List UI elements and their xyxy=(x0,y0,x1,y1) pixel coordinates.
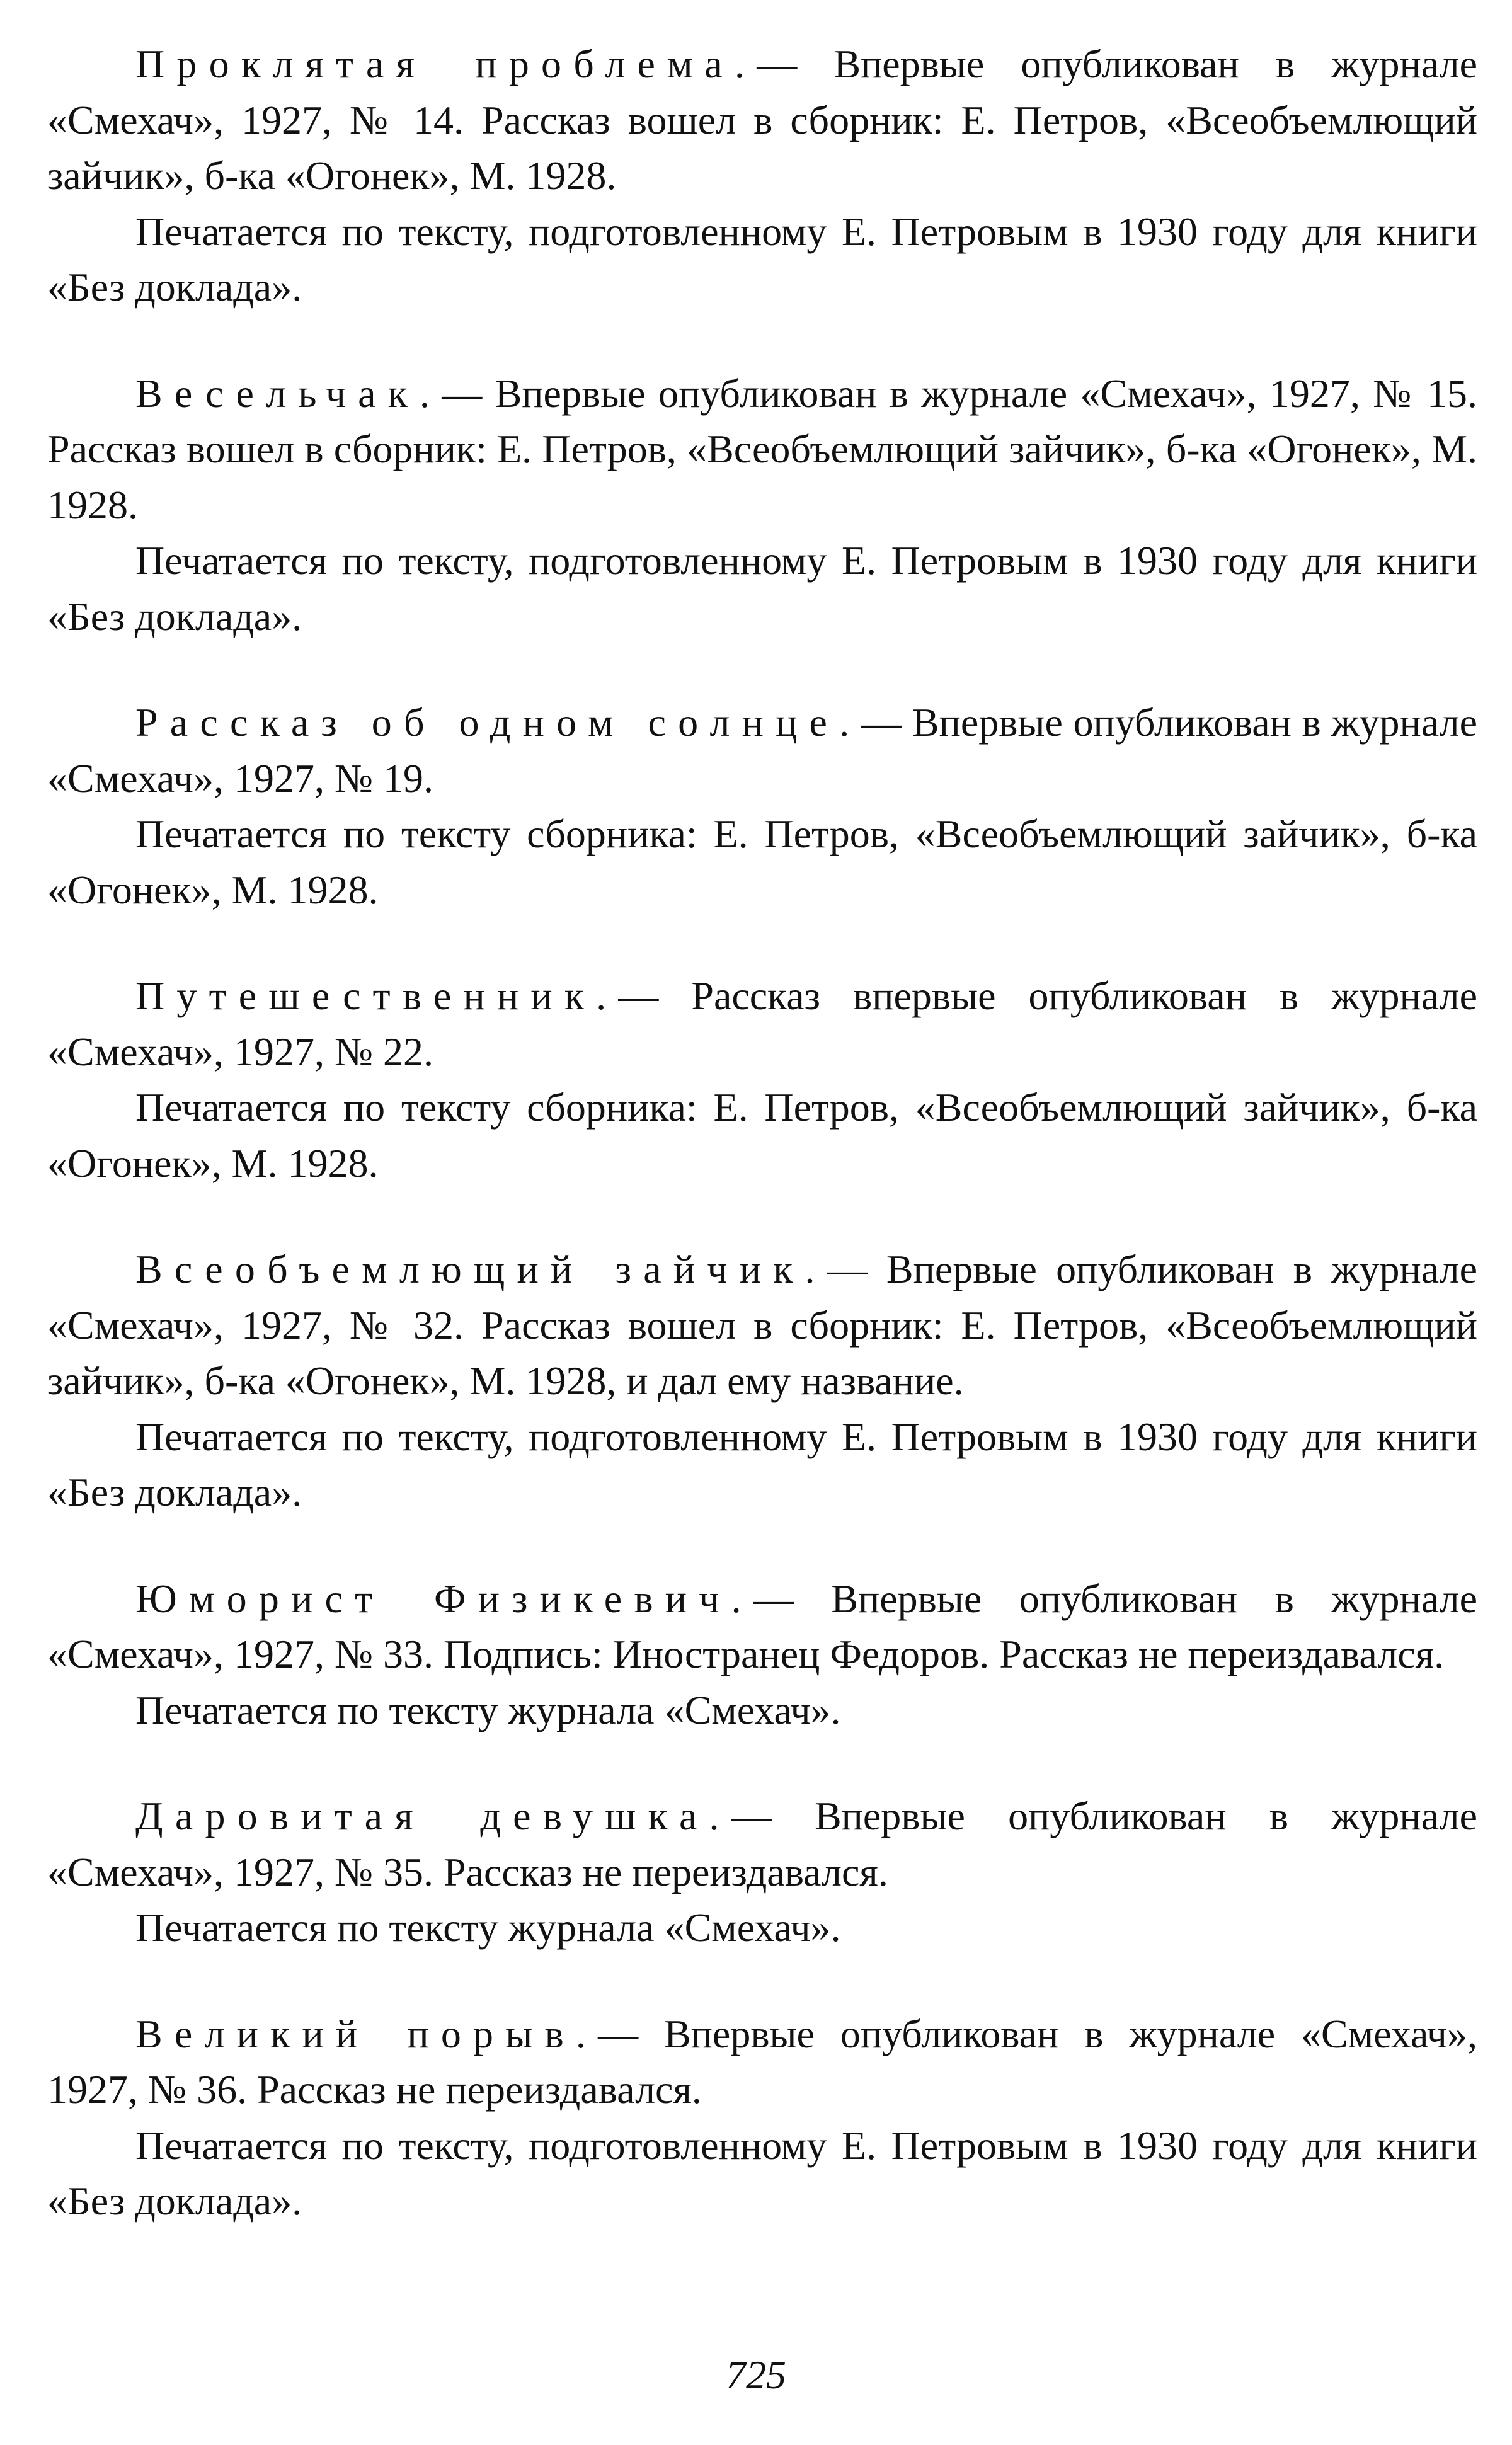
entry-publication-info xyxy=(47,695,1477,806)
entry-velikiy-poryv xyxy=(47,2007,1477,2230)
entry-source-note: Печатается по тексту сборника: Е. Петров, «Всеобъемлющий зайчик», б-ка «Огонек», М. 1928. xyxy=(47,1085,1477,1186)
entry-source-note: Печатается по тексту, подготовленному Е. Петровым в 1930 году для книги «Без доклада». xyxy=(47,2122,1477,2223)
entry-source-note: Печатается по тексту журнала «Смехач». xyxy=(135,1687,841,1732)
entry-title: Весельчак. xyxy=(135,370,442,416)
entry-text: — Впервые опубликован в журнале «Смехач», 1927, № 14. Рассказ вошел в сборник: Е. Петров, «Всеобъемлющий зайчик», б-ка «Огонек», М. 1928. xyxy=(47,42,1477,198)
entry-proklyataya-problema xyxy=(47,37,1477,316)
entry-text: — Впервые опубликован в журнале «Смехач», 1927, № 36. Рассказ не переиздавался. xyxy=(47,2011,1477,2112)
entry-puteshestvennik xyxy=(47,968,1477,1191)
entry-title: Всеобъемлющий зайчик. xyxy=(135,1247,827,1291)
entry-text: — Впервые опубликован в журнале «Смехач», 1927, № 32. Рассказ вошел в сборник: Е. Петров, «Всеобъемлющий зайчик», б-ка «Огонек», М. 1928, и дал ему название. xyxy=(47,1247,1478,1403)
entry-publication-info xyxy=(47,1571,1477,1683)
entry-publication-info xyxy=(47,2007,1477,2118)
entry-yumorist-fizikevich xyxy=(47,1571,1477,1739)
entry-source-note: Печатается по тексту сборника: Е. Петров, «Всеобъемлющий зайчик», б-ка «Огонек», М. 1928. xyxy=(47,811,1477,912)
entry-text: — Впервые опубликован в журнале «Смехач», 1927, № 33. Подпись: Иностранец Федоров. Рассказ не переиздавался. xyxy=(47,1576,1478,1676)
entry-text: — Впервые опубликован в журнале «Смехач», 1927, № 19. xyxy=(47,700,1477,801)
commentary-page xyxy=(47,37,1477,2280)
entry-publication-info xyxy=(47,1242,1477,1409)
entry-publication-info xyxy=(47,1789,1477,1900)
entry-text: — Рассказ впервые опубликован в журнале «Смехач», 1927, № 22. xyxy=(47,973,1477,1074)
entry-title: Юморист Физикевич. xyxy=(135,1576,753,1621)
entry-title: Проклятая проблема. xyxy=(135,42,757,86)
entry-source-note: Печатается по тексту журнала «Смехач». xyxy=(135,1905,841,1950)
entry-publication-info xyxy=(47,968,1477,1080)
entry-title: Рассказ об одном солнце. xyxy=(135,700,862,745)
entry-rasskaz-ob-odnom-solnce xyxy=(47,695,1477,918)
entry-source-note: Печатается по тексту, подготовленному Е. Петровым в 1930 году для книги «Без доклада». xyxy=(47,538,1477,639)
entry-darovitaya-devushka xyxy=(47,1789,1477,1956)
entry-text: — Впервые опубликован в журнале «Смехач», 1927, № 15. Рассказ вошел в сборник: Е. Петров, «Всеобъемлющий зайчик», б-ка «Огонек», М. 1928. xyxy=(47,370,1477,527)
entry-source-note: Печатается по тексту, подготовленному Е. Петровым в 1930 году для книги «Без доклада». xyxy=(47,1414,1477,1515)
entry-title: Великий порыв. xyxy=(135,2011,598,2056)
entry-publication-info xyxy=(47,366,1477,534)
entry-title: Путешественник. xyxy=(135,973,619,1018)
entry-veselchak xyxy=(47,366,1477,645)
entry-title: Даровитая девушка. xyxy=(135,1794,731,1838)
page-number: 725 xyxy=(726,2352,786,2397)
entry-source-note: Печатается по тексту, подготовленному Е. Петровым в 1930 году для книги «Без доклада». xyxy=(47,209,1477,309)
entry-publication-info xyxy=(47,37,1477,204)
entry-text: — Впервые опубликован в журнале «Смехач», 1927, № 35. Рассказ не переиздавался. xyxy=(47,1794,1477,1894)
entry-vseobemlyushchiy-zaychik xyxy=(47,1242,1477,1521)
